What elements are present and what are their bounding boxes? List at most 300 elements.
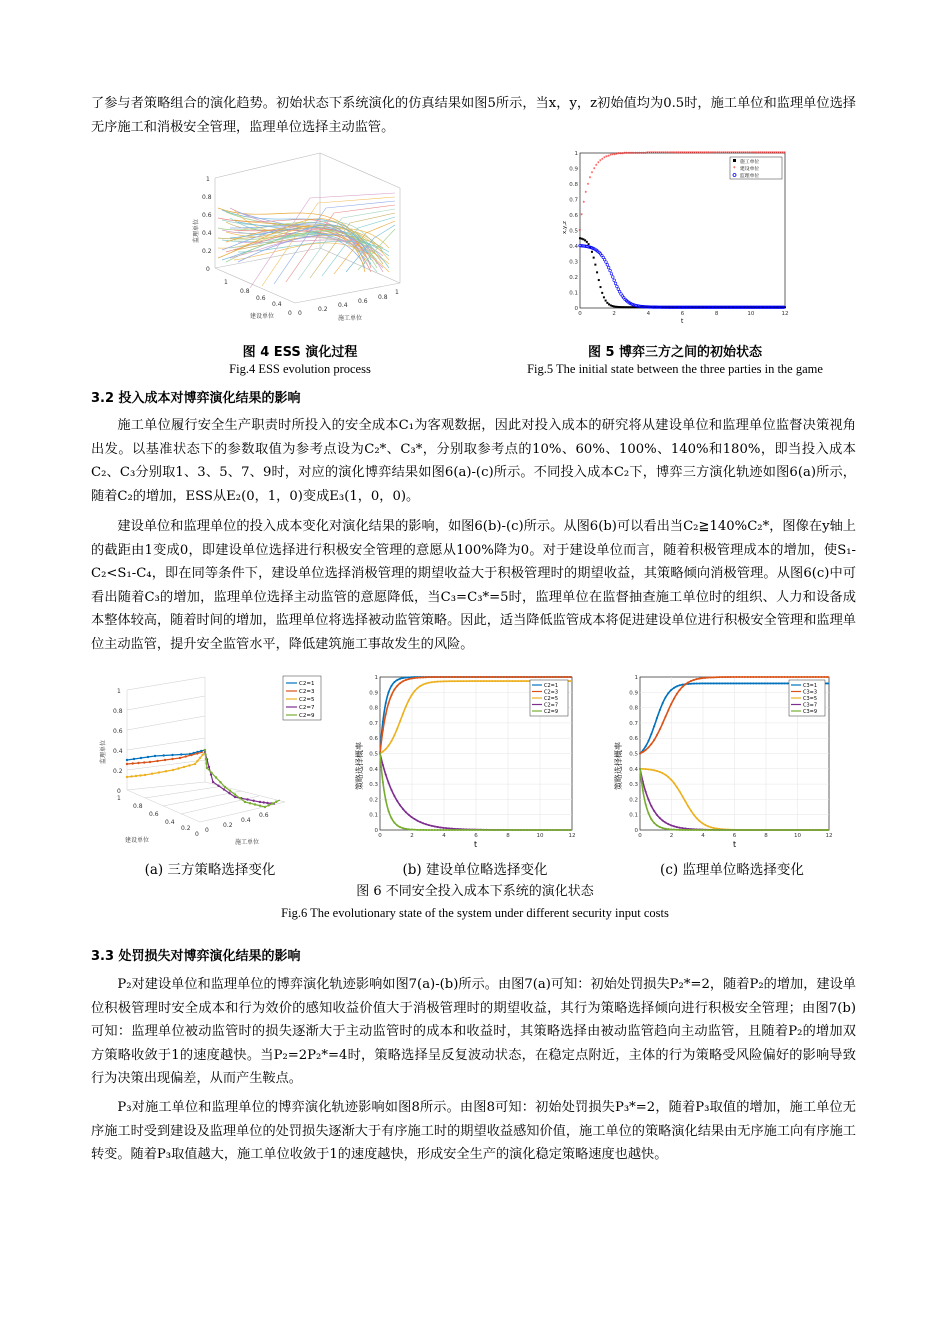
fig6c-series-marker [687,829,689,831]
fig6b-series-marker [457,676,459,678]
fig6c-series-marker [803,676,805,678]
fig5-marker-construction: * [771,151,774,158]
fig5-ytick: 0.8 [569,182,578,188]
fig6c-series-marker [662,820,664,822]
fig4-ytick-06: 0.6 [358,298,368,305]
fig5-marker-contractor [610,304,612,306]
fig6b-series-marker [506,680,508,682]
fig5-xtick: 2 [612,311,616,317]
fig6b-series-marker [543,676,545,678]
fig4-ytick-08: 0.8 [378,294,388,301]
fig5-marker-construction: * [590,170,594,177]
fig6b-series-marker [393,689,395,691]
fig6c-series-marker [665,822,667,824]
fig6b-series-marker [388,810,390,812]
fig5-marker-contractor [606,302,608,304]
fig6a-marker [217,785,219,787]
fig6b-series-marker [486,680,488,682]
fig6b-series-marker [526,676,528,678]
fig5-marker-construction: * [613,152,616,159]
fig6a-marker [147,756,149,758]
fig5-ytick: 0.9 [569,166,578,173]
fig6c-ytick: 0.9 [629,690,638,697]
fig6b-series-marker [526,829,528,831]
fig5-marker-contractor [594,264,596,266]
fig6b-series-marker [546,676,548,678]
fig6c-series-marker [772,829,774,831]
fig6b-series-marker [457,680,459,682]
fig6b-series-marker [428,676,430,678]
fig6b-series-marker [402,713,404,715]
fig5-marker-construction: * [781,151,784,158]
fig6b-xtick: 6 [474,833,478,839]
fig6c-series-marker [710,826,712,828]
fig6a-chart [95,672,325,852]
fig5-marker-construction: * [678,151,682,158]
fig6b-series-marker [402,677,404,679]
fig6a-marker [223,788,225,790]
fig6c-ytick: 0.3 [629,782,638,789]
fig6c-series-marker [750,676,752,678]
fig6c-series-marker [656,734,658,736]
fig4-xtick-06: 0.6 [256,295,266,302]
fig6b-chart [350,672,582,852]
fig6b-xtick: 2 [410,833,414,839]
fig6a-ztick-0: 0 [117,788,121,795]
fig6b-series-marker [552,676,554,678]
section-3-3-title: 3.3 处罚损失对博弈演化结果的影响 [91,949,301,964]
fig5-marker-contractor [611,305,613,307]
fig6b-series-marker [460,680,462,682]
fig6c-series-marker [659,709,661,711]
fig6c-series-marker [650,769,652,771]
fig5-marker-construction: * [746,151,750,158]
fig6c-series-marker [730,682,732,684]
fig6b-series-marker [414,690,416,692]
fig6b-series-marker [454,676,456,678]
fig6c-series-marker [730,829,732,831]
fig6b-series-marker [468,680,470,682]
fig5-marker-contractor [591,251,593,253]
fig6b-series-marker [563,829,565,831]
fig6b-ytick: 0.7 [369,720,378,727]
fig6c-series-marker [801,676,803,678]
fig5-marker-contractor [598,279,600,281]
fig6b-series-marker [399,804,401,806]
fig6c-ytick: 0.6 [629,736,638,743]
fig6b-series-marker [474,676,476,678]
fig6a-marker [179,757,181,759]
fig6c-series-marker [650,733,652,735]
fig6b-series-marker [416,677,418,679]
fig6b-ytick: 0.2 [369,797,378,804]
fig6b-ytick: 0.8 [369,705,378,712]
fig6b-series-marker [529,829,531,831]
fig6c-series-marker [758,676,760,678]
fig5-xtick: 6 [680,311,685,317]
fig6b-series-marker [434,681,436,683]
fig6a-xtick-04: 0.4 [165,819,175,826]
fig5-marker-construction: * [627,151,631,158]
fig6c-series-marker [806,676,808,678]
fig6b-series-marker [411,677,413,679]
fig5-marker-contractor [584,239,586,241]
fig6c-series-marker [727,676,729,678]
fig6b-series-marker [393,822,395,824]
fig6b-series-marker [425,676,427,678]
fig6b-ytick: 0.4 [369,766,378,773]
fig6c-series-marker [699,678,701,680]
fig5-xtick: 10 [747,311,755,317]
fig6b-series-marker [451,680,453,682]
fig6b-series-marker [385,713,387,715]
fig6b-series-marker [408,678,410,680]
fig6c-xtick: 12 [825,833,833,839]
fig5-ylabel: x,y,z [562,221,568,234]
fig6b-series-marker [439,676,441,678]
fig6b-series-marker [411,694,413,696]
fig6b-series-marker [388,782,390,784]
fig6b-series-marker [445,827,447,829]
fig6b-series-marker [434,825,436,827]
fig6c-series-marker [724,676,726,678]
fig6c-series-marker [659,817,661,819]
fig6b-series-marker [399,826,401,828]
fig6b-series-marker [422,684,424,686]
fig6b-series-marker [425,682,427,684]
fig6b-series-marker [448,829,450,831]
fig6b-series-marker [442,680,444,682]
fig6c-series-marker [679,829,681,831]
fig5-marker-construction: * [670,151,674,158]
fig6b-series-marker [566,829,568,831]
fig6b-series-marker [460,676,462,678]
fig6b-series-marker [405,705,407,707]
fig5-marker-contractor [629,306,631,308]
fig6b-series-marker [442,827,444,829]
fig6b-series-marker [422,829,424,831]
fig6c-series-marker [665,828,667,830]
fig5-marker-construction: * [611,153,614,160]
fig6c-series-marker [755,829,757,831]
fig6a-marker [205,758,207,760]
fig6c-series-marker [676,693,678,695]
fig6c-series-marker [673,825,675,827]
fig6b-series-marker [437,829,439,831]
fig5-marker-construction: * [697,151,700,158]
fig6c-series-marker [727,682,729,684]
fig6c-series-marker [696,678,698,680]
fig5-ytick: 0.6 [569,213,578,219]
fig6a-xtick-06: 0.6 [149,811,159,818]
fig6b-series-marker [405,828,407,830]
fig6c-series-marker [750,682,752,684]
fig6c-series-marker [667,692,669,694]
fig6a-ztick-02: 0.2 [113,768,123,775]
fig6c-ylabel: 策略选择概率 [614,742,623,790]
fig6c-series-marker [696,829,698,831]
fig5-marker-construction: * [596,161,600,168]
fig6c-series-marker [761,829,763,831]
fig6b-series-marker [411,829,413,831]
fig6c-series-marker [656,814,658,816]
fig6b-series-marker [491,829,493,831]
fig6b-series-marker [540,829,542,831]
fig6c-series-marker [733,676,735,678]
fig6a-marker [165,770,167,772]
fig5-marker-construction: * [756,151,760,158]
fig6b-series-marker [391,694,393,696]
fig6c-series-marker [764,676,766,678]
fig6b-series-marker [471,676,473,678]
fig6c-series-marker [733,682,735,684]
fig6c-ytick: 0.4 [629,766,638,773]
fig5-marker-construction: * [685,151,688,158]
fig6b-xtick: 8 [506,833,510,839]
fig5-marker-construction: * [640,151,643,158]
fig6b-series-marker [483,680,485,682]
fig6c-series-marker [752,676,754,678]
fig4-ytick-04: 0.4 [338,302,348,309]
fig5-marker-contractor [632,306,634,308]
fig4-ztick-0: 0 [206,266,210,273]
fig6b-series-marker [517,680,519,682]
fig6c-series-marker [781,676,783,678]
fig6c-series-marker [806,829,808,831]
fig6b-series-marker [408,699,410,701]
fig6a-legend-label: C2=1 [299,681,315,687]
fig6a-marker [190,754,192,756]
fig6c-series-marker [781,682,783,684]
fig5-marker-construction: * [719,151,723,158]
fig6a-marker [234,793,236,795]
fig6c-series-marker [639,753,641,755]
fig5-marker-construction: * [578,228,581,235]
fig6c-series-marker [730,676,732,678]
fig5-marker-construction: * [652,151,655,158]
fig6b-series-marker [558,676,560,678]
fig6c-series-marker [710,676,712,678]
fig6c-series-marker [826,682,828,684]
fig5-marker-construction: * [754,151,758,158]
fig5-marker-construction: * [773,151,776,158]
fig6b-series-marker [396,824,398,826]
fig6b-series-marker [480,680,482,682]
fig6-caption-en: Fig.6 The evolutionary state of the system under different security input costs [281,906,669,920]
fig6c-series-marker [653,725,655,727]
fig6b-series-marker [382,751,384,753]
fig6a-marker [201,754,203,756]
fig6a-legend-label: C2=3 [299,689,315,695]
fig6c-series-marker [755,676,757,678]
fig6c-series-marker [758,829,760,831]
fig6c-series-marker [642,751,644,753]
fig6c-chart [607,672,839,852]
fig6b-series-marker [514,829,516,831]
fig6b-series-marker [434,829,436,831]
fig5-marker-construction: * [728,151,731,158]
fig6b-series-marker [529,676,531,678]
fig5-xtick: 4 [646,311,651,317]
fig6c-series-marker [667,709,669,711]
fig4-ytick-02: 0.2 [318,306,328,313]
fig6a-marker [151,773,153,775]
fig6b-series-marker [569,676,571,678]
fig6b-series-marker [569,680,571,682]
fig6c-series-marker [653,769,655,771]
fig6b-series-marker [408,814,410,816]
fig6b-series-marker [454,680,456,682]
fig6c-series-marker [718,676,720,678]
fig6b-xtick: 10 [536,833,544,839]
fig6c-series-marker [650,743,652,745]
fig6c-series-marker [747,829,749,831]
fig6b-series-marker [560,676,562,678]
fig6a-xtick-1: 1 [117,795,121,802]
fig4-ztick-2: 0.2 [202,248,212,255]
fig6c-series-marker [690,680,692,682]
paragraph-3-3-a: P₂对建设单位和监理单位的博弈演化轨迹影响如图7(a)-(b)所示。由图7(a)可知：初始处罚损失P₂*=2，随着P₂的增加，建设单位积极管理时安全成本和行为效价的感知收益价值大于消极管理时的期望收益，其行为策略选择倾向进行积极安全管理；由图7(b)可知：监理单位被动监管时的损失逐渐大于主动监管时的成本和收益时，其策略选择由被动监管趋向主动监管，且随着P₂的增加双方策略收敛于1的速度越快。当P₂=2P₂*=4时，策略选择呈反复波动状态，在稳定点附近，主体的行为策略受风险偏好的影响导致行为决策出现偏差，从而产生鞍点。 [91,977,856,1086]
fig5-ytick: 0.3 [569,259,578,266]
fig5-legend [730,157,782,179]
fig6c-series-marker [699,829,701,831]
fig6a-marker [266,802,268,804]
fig5-caption-en: Fig.5 The initial state between the three parties in the game [527,362,823,376]
fig5-ytick: 0.2 [569,275,578,281]
fig6b-series-marker [523,829,525,831]
fig6c-series-marker [784,676,786,678]
fig6c-series-marker [823,676,825,678]
fig5-ytick: 1 [574,151,578,157]
fig6b-series-marker [439,826,441,828]
fig6b-xlabel: t [474,840,478,849]
fig6c-xtick: 10 [794,833,801,839]
fig6a-marker [135,775,137,777]
fig6c-series-marker [716,829,718,831]
fig6b-series-marker [388,702,390,704]
fig6c-series-marker [803,829,805,831]
fig6a-marker [156,760,158,762]
fig6b-series-marker [431,681,433,683]
fig6b-series-marker [540,676,542,678]
fig6b-legend-label: C2=3 [544,689,559,696]
fig4-chart [190,148,415,328]
fig6c-series-marker [659,826,661,828]
fig6b-series-marker [385,799,387,801]
fig6b-series-marker [500,680,502,682]
fig6a-legend-label: C2=9 [299,713,315,719]
fig5-marker-construction: * [603,156,606,163]
fig5-marker-construction: * [703,151,707,158]
fig5-marker-contractor [622,306,624,308]
fig6a-marker [149,761,151,763]
fig6b-series-marker [391,740,393,742]
fig6c-series-marker [707,682,709,684]
fig6c-series-marker [682,829,684,831]
fig4-xlabel: 建设单位 [250,313,275,320]
fig5-marker-construction: * [734,151,737,158]
fig6c-series-marker [704,829,706,831]
fig6b-series-marker [477,680,479,682]
fig6b-series-marker [428,682,430,684]
fig6c-xtick: 0 [638,833,642,839]
fig6c-series-marker [772,676,774,678]
fig6b-series-marker [468,829,470,831]
fig6b-series-marker [511,680,513,682]
fig5-marker-construction: * [584,190,588,197]
fig6a-xtick-08: 0.8 [133,803,143,810]
fig6c-series-marker [769,676,771,678]
fig5-marker-construction: * [726,151,729,158]
fig6c-series-marker [795,676,797,678]
fig6a-marker [137,762,139,764]
fig6c-series-marker [826,676,828,678]
fig6b-series-marker [494,829,496,831]
fig6a-marker [140,757,142,759]
fig6b-series-marker [523,676,525,678]
fig6c-series-marker [744,676,746,678]
fig6c-series-marker [767,682,769,684]
fig5-legend-0: 施工单位 [740,160,760,165]
fig6c-series-marker [798,676,800,678]
fig6a-marker [234,796,236,798]
fig5-marker-construction: * [715,151,719,158]
fig6a-marker [275,801,277,803]
fig6b-series-marker [391,789,393,791]
fig6c-series-marker [682,686,684,688]
fig4-xtick-08: 0.8 [240,288,250,295]
fig6b-series-marker [465,829,467,831]
fig5-marker-construction: * [744,151,748,158]
fig6b-series-marker [405,677,407,679]
fig4-caption-cn: 图 4 ESS 演化过程 [242,345,358,360]
fig6b-series-marker [399,720,401,722]
fig6b-series-marker [402,680,404,682]
fig6b-series-marker [405,679,407,681]
fig6b-series-marker [486,676,488,678]
fig6c-series-marker [648,740,650,742]
fig5-marker-construction: * [765,151,768,158]
fig6c-series-marker [789,829,791,831]
fig6c-series-marker [667,776,669,778]
fig6b-series-marker [500,676,502,678]
fig5-marker-construction: * [629,151,633,158]
fig6a-marker [132,762,134,764]
fig6c-series-marker [653,810,655,812]
fig6b-series-marker [503,676,505,678]
fig6a-marker [143,761,145,763]
fig5-marker-construction: * [732,151,735,158]
fig6a-marker [180,753,182,755]
fig6c-xlabel: t [733,840,737,849]
fig6c-series-marker [752,829,754,831]
fig6c-series-marker [812,676,814,678]
fig5-marker-construction: * [586,182,590,189]
fig6-caption-cn: 图 6 不同安全投入成本下系统的演化状态 [356,884,594,899]
fig5-marker-construction: * [615,152,618,159]
fig6b-series-marker [382,781,384,783]
fig6c-series-marker [769,682,771,684]
fig6a-ytick-04: 0.4 [241,817,251,824]
fig6a-marker [264,806,266,808]
fig5-marker-construction: * [730,151,733,158]
fig4-ylabel: 施工单位 [338,315,363,322]
fig6b-series-marker [537,676,539,678]
fig6c-series-marker [696,683,698,685]
fig5-marker-construction: * [631,151,635,158]
fig5-legend-2: 监理单位 [740,174,760,179]
fig6c-ytick: 0.2 [629,797,638,804]
